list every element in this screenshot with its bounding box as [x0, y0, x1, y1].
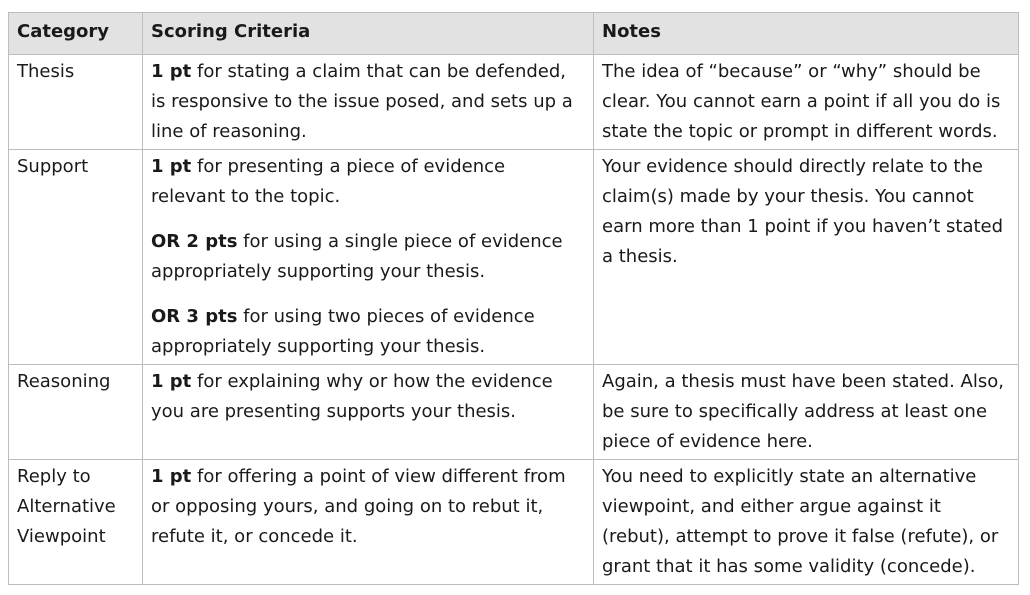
category-cell: Reply to Alternative Viewpoint	[9, 460, 143, 585]
table-row	[9, 55, 1019, 150]
criteria-text: for using a single piece of evidence appropriately supporting your thesis.	[151, 231, 563, 282]
category-cell: Support	[9, 150, 143, 365]
points-label: 1 pt	[151, 156, 192, 177]
table-row	[9, 365, 1019, 460]
header-scoring-criteria: Scoring Criteria	[143, 13, 594, 55]
category-cell: Reasoning	[9, 365, 143, 460]
points-label: 1 pt	[151, 466, 192, 487]
notes-cell: You need to explicitly state an alternative viewpoint, and either argue against it (rebut), attempt to prove it false (refute), or grant that it has some validity (concede).	[594, 460, 1019, 585]
header-category: Category	[9, 13, 143, 55]
scoring-rubric-table	[8, 12, 1019, 585]
criteria-text: for presenting a piece of evidence relevant to the topic.	[151, 156, 506, 207]
table-row	[9, 150, 1019, 365]
criteria-option	[151, 462, 585, 552]
criteria-cell	[143, 150, 594, 365]
criteria-text: for offering a point of view different from or opposing yours, and going on to rebut it, refute it, or concede it.	[151, 466, 566, 547]
criteria-text: for using two pieces of evidence appropriately supporting your thesis.	[151, 306, 535, 357]
points-label: OR 2 pts	[151, 231, 238, 252]
notes-cell: Again, a thesis must have been stated. Also, be sure to specifically address at least one piece of evidence here.	[594, 365, 1019, 460]
criteria-text: for explaining why or how the evidence you are presenting supports your thesis.	[151, 371, 553, 422]
header-row	[9, 13, 1019, 55]
points-label: OR 3 pts	[151, 306, 238, 327]
category-cell: Thesis	[9, 55, 143, 150]
notes-cell: Your evidence should directly relate to the claim(s) made by your thesis. You cannot earn more than 1 point if you haven’t stated a thesis.	[594, 150, 1019, 365]
criteria-option	[151, 302, 585, 362]
criteria-option	[151, 227, 585, 287]
criteria-cell	[143, 55, 594, 150]
criteria-option	[151, 367, 585, 427]
table-row	[9, 460, 1019, 585]
criteria-cell	[143, 365, 594, 460]
criteria-option	[151, 152, 585, 212]
points-label: 1 pt	[151, 61, 192, 82]
criteria-text: for stating a claim that can be defended, is responsive to the issue posed, and sets up a line of reasoning.	[151, 61, 573, 142]
header-notes: Notes	[594, 13, 1019, 55]
points-label: 1 pt	[151, 371, 192, 392]
notes-cell: The idea of “because” or “why” should be clear. You cannot earn a point if all you do is state the topic or prompt in different words.	[594, 55, 1019, 150]
criteria-cell	[143, 460, 594, 585]
criteria-option	[151, 57, 585, 147]
